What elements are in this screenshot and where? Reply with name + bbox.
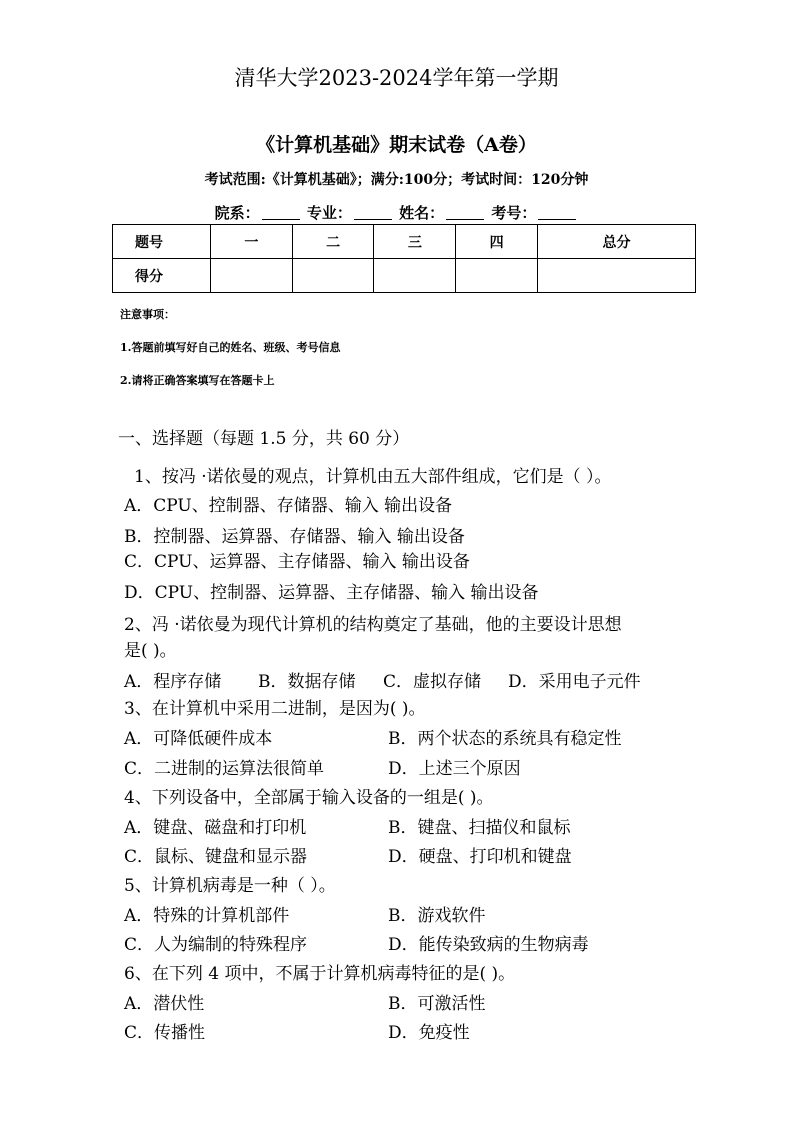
notes-title: 注意事项： — [120, 308, 175, 321]
question-stem: 1、按冯 ·诺依曼的观点，计算机由五大部件组成，它们是（ ）。 — [134, 467, 612, 487]
field-major-blank[interactable] — [354, 205, 392, 220]
question-option: C．虚拟存储 — [383, 672, 482, 692]
score-row-label: 得分 — [113, 259, 211, 293]
question-stem: 4、下列设备中，全部属于输入设备的一组是( )。 — [124, 788, 494, 808]
question-option: B．数据存储 — [258, 672, 356, 692]
question-option: B．可激活性 — [388, 994, 486, 1014]
question-option: B．两个状态的系统具有稳定性 — [388, 729, 622, 749]
score-cell-header: 二 — [292, 225, 374, 259]
score-cell-empty[interactable] — [292, 259, 374, 293]
score-cell-empty[interactable] — [537, 259, 695, 293]
question-option: A．键盘、磁盘和打印机 — [124, 818, 307, 838]
university-title: 清华大学2023-2024学年第一学期 — [234, 66, 559, 90]
field-id-label: 考号： — [491, 204, 537, 222]
section-title: 一、选择题（每题 1.5 分，共 60 分） — [118, 429, 410, 449]
question-option: C．人为编制的特殊程序 — [124, 935, 308, 955]
question-option: D．免疫性 — [388, 1023, 470, 1043]
field-name-label: 姓名： — [399, 204, 445, 222]
field-name-blank[interactable] — [446, 205, 484, 220]
question-stem: 6、在下列 4 项中，不属于计算机病毒特征的是( )。 — [124, 964, 516, 984]
score-cell-empty[interactable] — [211, 259, 293, 293]
question-option: A．CPU、控制器、存储器、输入 输出设备 — [124, 496, 453, 516]
question-option: D．上述三个原因 — [388, 759, 521, 779]
question-stem: 5、计算机病毒是一种（ ）。 — [124, 876, 336, 896]
question-option: C．鼠标、键盘和显示器 — [124, 847, 308, 867]
question-stem: 3、在计算机中采用二进制，是因为( )。 — [124, 699, 426, 719]
question-option: A．特殊的计算机部件 — [124, 906, 290, 926]
question-option: D．能传染致病的生物病毒 — [388, 935, 589, 955]
question-option: C．CPU、运算器、主存储器、输入 输出设备 — [124, 552, 470, 572]
student-info-line — [0, 202, 793, 223]
question-option: D．硬盘、打印机和键盘 — [388, 847, 572, 867]
question-option: A．潜伏性 — [124, 994, 205, 1014]
score-cell-header: 四 — [456, 225, 538, 259]
question-option: A．程序存储 — [124, 672, 222, 692]
question-option: B．游戏软件 — [388, 906, 486, 926]
note-item: 1.答题前填写好自己的姓名、班级、考号信息 — [120, 341, 341, 354]
score-cell-empty[interactable] — [374, 259, 456, 293]
score-cell-empty[interactable] — [456, 259, 538, 293]
field-major-label: 专业： — [306, 204, 352, 222]
field-id-blank[interactable] — [538, 205, 576, 220]
question-stem: 2、冯 ·诺依曼为现代计算机的结构奠定了基础，他的主要设计思想 — [124, 615, 622, 635]
score-table-header-row — [113, 225, 696, 259]
exam-title: 《计算机基础》期末试卷（A卷） — [256, 134, 537, 156]
note-item: 2.请将正确答案填写在答题卡上 — [120, 374, 275, 387]
field-department-blank[interactable] — [262, 205, 300, 220]
question-option: D．CPU、控制器、运算器、主存储器、输入 输出设备 — [124, 583, 539, 603]
score-cell-header: 一 — [211, 225, 293, 259]
field-department-label: 院系： — [214, 204, 260, 222]
score-cell-header: 三 — [374, 225, 456, 259]
score-cell-header: 题号 — [113, 225, 211, 259]
question-option: B．控制器、运算器、存储器、输入 输出设备 — [124, 527, 465, 547]
question-option: C．传播性 — [124, 1023, 206, 1043]
question-option: B．键盘、扫描仪和鼠标 — [388, 818, 571, 838]
question-option: A．可降低硬件成本 — [124, 729, 273, 749]
question-option: D．采用电子元件 — [508, 672, 641, 692]
score-cell-header: 总分 — [537, 225, 695, 259]
question-option: C．二进制的运算法很简单 — [124, 759, 325, 779]
score-table — [112, 224, 696, 293]
question-stem-continued: 是( )。 — [124, 641, 177, 661]
score-table-score-row — [113, 259, 696, 293]
exam-scope: 考试范围:《计算机基础》；满分:100分；考试时间：120分钟 — [204, 172, 589, 188]
